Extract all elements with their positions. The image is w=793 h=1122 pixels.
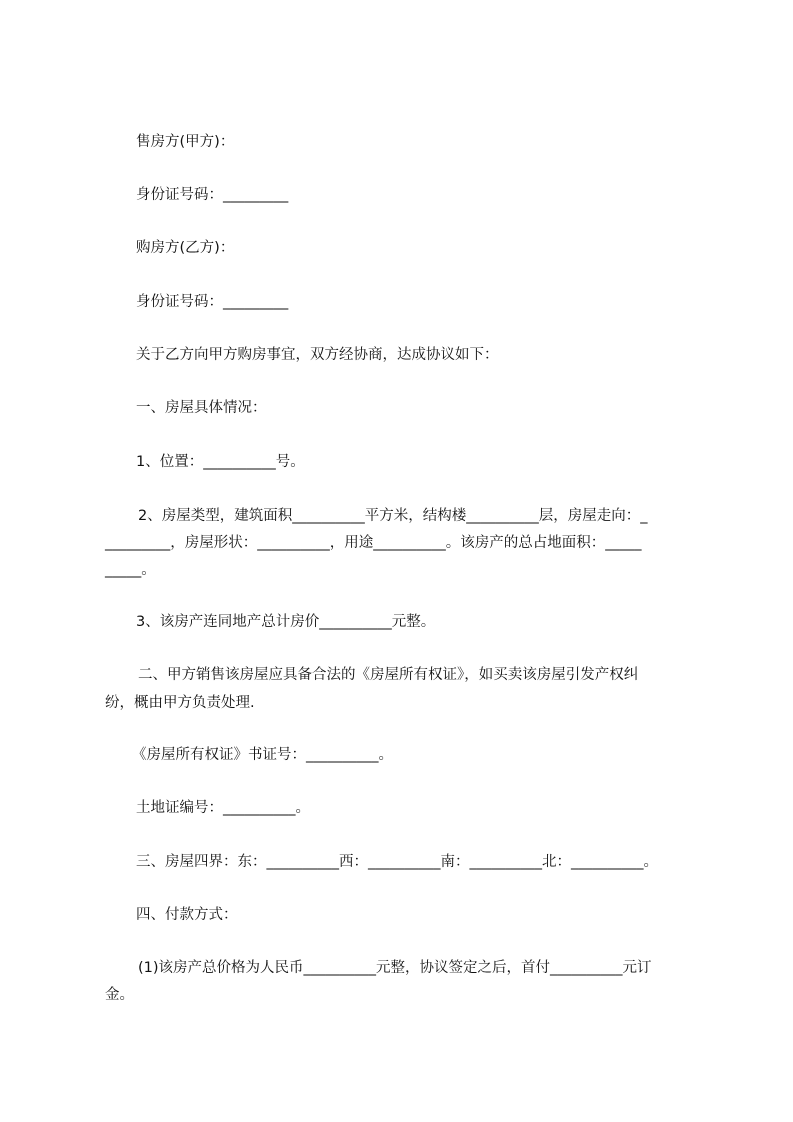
payment-1-line: 金。 [105, 987, 134, 1003]
buyer-id-field: 身份证号码：_________ [136, 294, 289, 310]
seller-id-field: 身份证号码：_________ [136, 187, 289, 203]
section-1-title: 一、房屋具体情况： [136, 400, 267, 416]
item-2-line: _________，房屋形状：__________，用途__________。该房产的总占地面积：_____ [105, 535, 642, 551]
land-cert-number: 土地证编号：__________。 [136, 800, 310, 816]
buyer-label: 购房方(乙方)： [136, 240, 235, 256]
property-cert-number: 《房屋所有权证》书证号：__________。 [132, 747, 393, 763]
section-3-boundaries: 三、房屋四界：东：__________西：__________南：__________北：__________。 [136, 854, 658, 870]
seller-label: 售房方(甲方)： [136, 134, 235, 150]
section-4-title: 四、付款方式： [136, 907, 238, 923]
item-2-line: _____。 [105, 562, 156, 578]
item-1-location: 1、位置：__________号。 [136, 454, 305, 470]
section-2-line: 二、甲方销售该房屋应具备合法的《房屋所有权证》，如买卖该房屋引发产权纠 [138, 667, 639, 683]
item-2-line: 2、房屋类型，建筑面积__________平方米，结构楼__________层，房屋走向：_ [138, 508, 648, 524]
section-2-line: 纷，概由甲方负责处理. [105, 695, 255, 711]
intro-paragraph: 关于乙方向甲方购房事宜，双方经协商，达成协议如下： [136, 347, 499, 363]
item-3-price: 3、该房产连同地产总计房价__________元整。 [136, 614, 436, 630]
payment-1-line: (1)该房产总价格为人民币__________元整，协议签定之后，首付__________元订 [138, 960, 652, 976]
